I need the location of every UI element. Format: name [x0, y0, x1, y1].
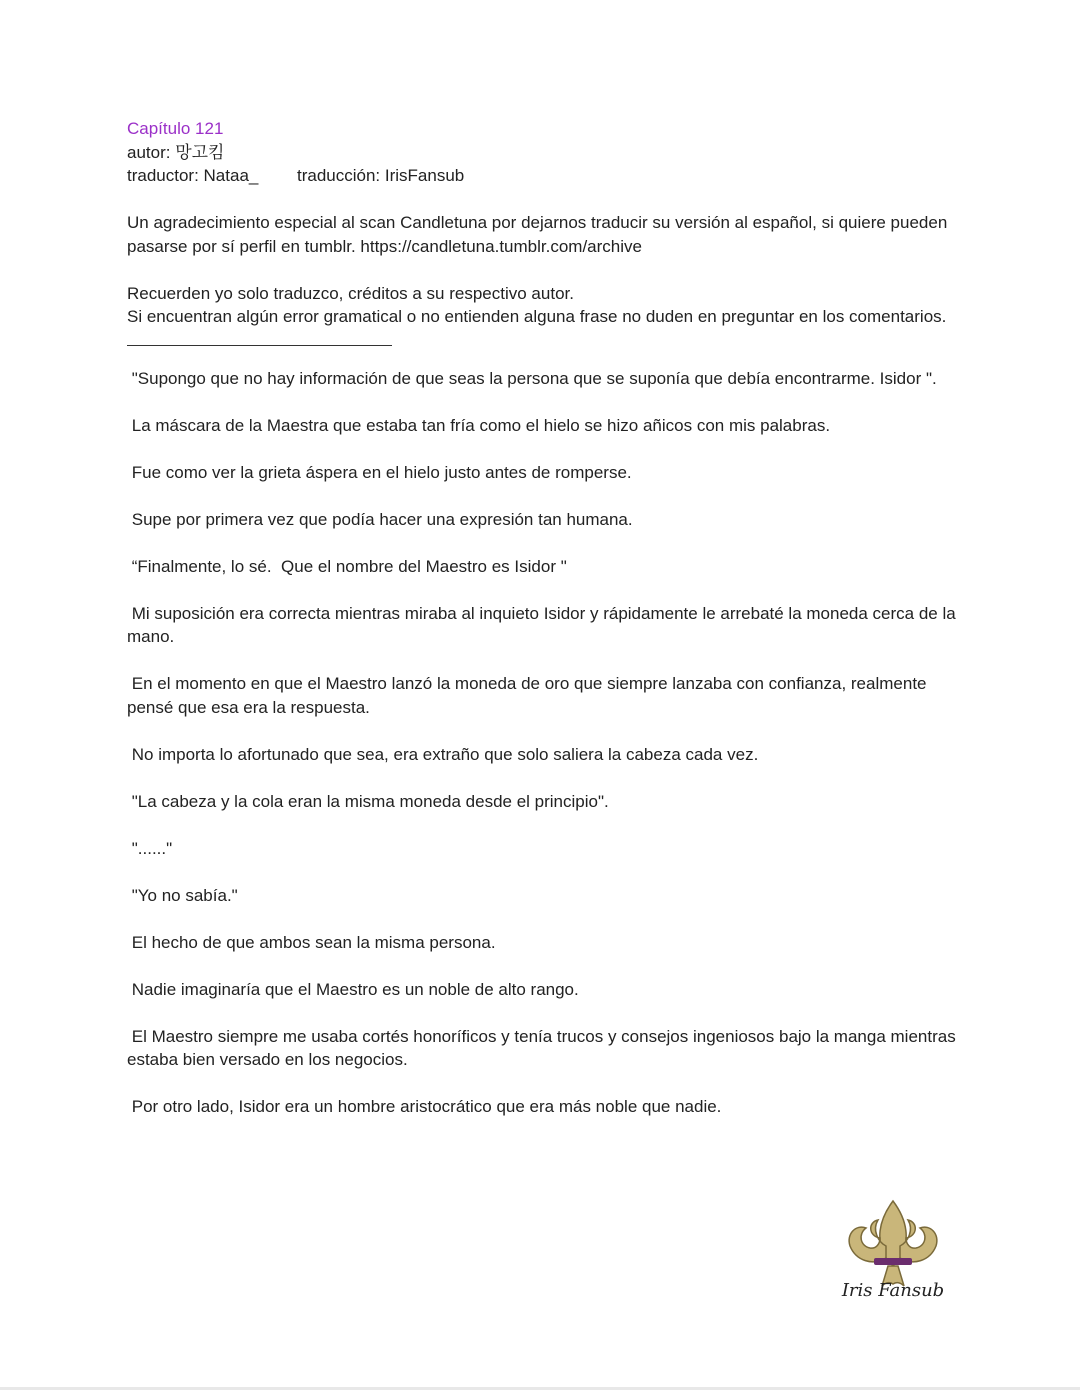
story-paragraph: El hecho de que ambos sean la misma persona.: [127, 932, 496, 952]
story-paragraph: Fue como ver la grieta áspera en el hielo justo antes de romperse.: [127, 462, 632, 482]
logo-text: Iris Fansub: [841, 1280, 945, 1301]
story-paragraph: Por otro lado, Isidor era un hombre aristocrático que era más noble que nadie.: [127, 1097, 722, 1116]
credits-note: Recuerden yo solo traduzco, créditos a su respectivo autor.: [127, 283, 574, 303]
document-page: [127, 117, 961, 1119]
story-paragraph: Mi suposición era correcta mientras miraba al inquieto Isidor y rápidamente le arrebaté la moneda cerca de la mano.: [127, 603, 961, 646]
story-paragraph: No importa lo afortunado que sea, era extraño que solo saliera la cabeza cada vez.: [127, 744, 759, 764]
story-paragraph: “Finalmente, lo sé. Que el nombre del Maestro es Isidor ": [127, 556, 567, 576]
story-paragraph: "Supongo que no hay información de que seas la persona que se suponía que debía encontrarme. Isidor ".: [127, 368, 937, 388]
errors-note: Si encuentran algún error gramatical o no entienden alguna frase no duden en preguntar en los comentarios.: [127, 307, 947, 326]
translator-line: traductor: Nataa_: [127, 166, 259, 185]
story-body: [127, 367, 961, 1119]
chapter-title: Capítulo 121: [127, 119, 224, 138]
story-paragraph: La máscara de la Maestra que estaba tan fría como el hielo se hizo añicos con mis palabras.: [127, 415, 831, 435]
story-paragraph: Supe por primera vez que podía hacer una expresión tan humana.: [127, 509, 633, 529]
thanks-note: Un agradecimiento especial al scan Candletuna por dejarnos traducir su versión al español, si quiere pueden pasarse por sí perfil en tumblr. https://candletuna.tumblr.com/archive: [127, 213, 953, 256]
story-paragraph: "Yo no sabía.": [127, 885, 238, 905]
story-paragraph: Nadie imaginaría que el Maestro es un noble de alto rango.: [127, 979, 579, 999]
separator-line: [127, 335, 392, 346]
translation-line: traducción: IrisFansub: [297, 166, 465, 185]
author-line: autor: 망고킴: [127, 142, 225, 162]
story-paragraph: En el momento en que el Maestro lanzó la moneda de oro que siempre lanzaba con confianza, realmente pensé que esa era la respuesta.: [127, 674, 932, 717]
story-paragraph: El Maestro siempre me usaba cortés honoríficos y tenía trucos y consejos ingeniosos bajo la manga mientras estaba bien versado en los negocios.: [127, 1026, 961, 1069]
story-paragraph: "......": [127, 838, 173, 858]
credits-row: [127, 164, 957, 188]
story-paragraph: "La cabeza y la cola eran la misma moneda desde el principio".: [127, 791, 609, 811]
